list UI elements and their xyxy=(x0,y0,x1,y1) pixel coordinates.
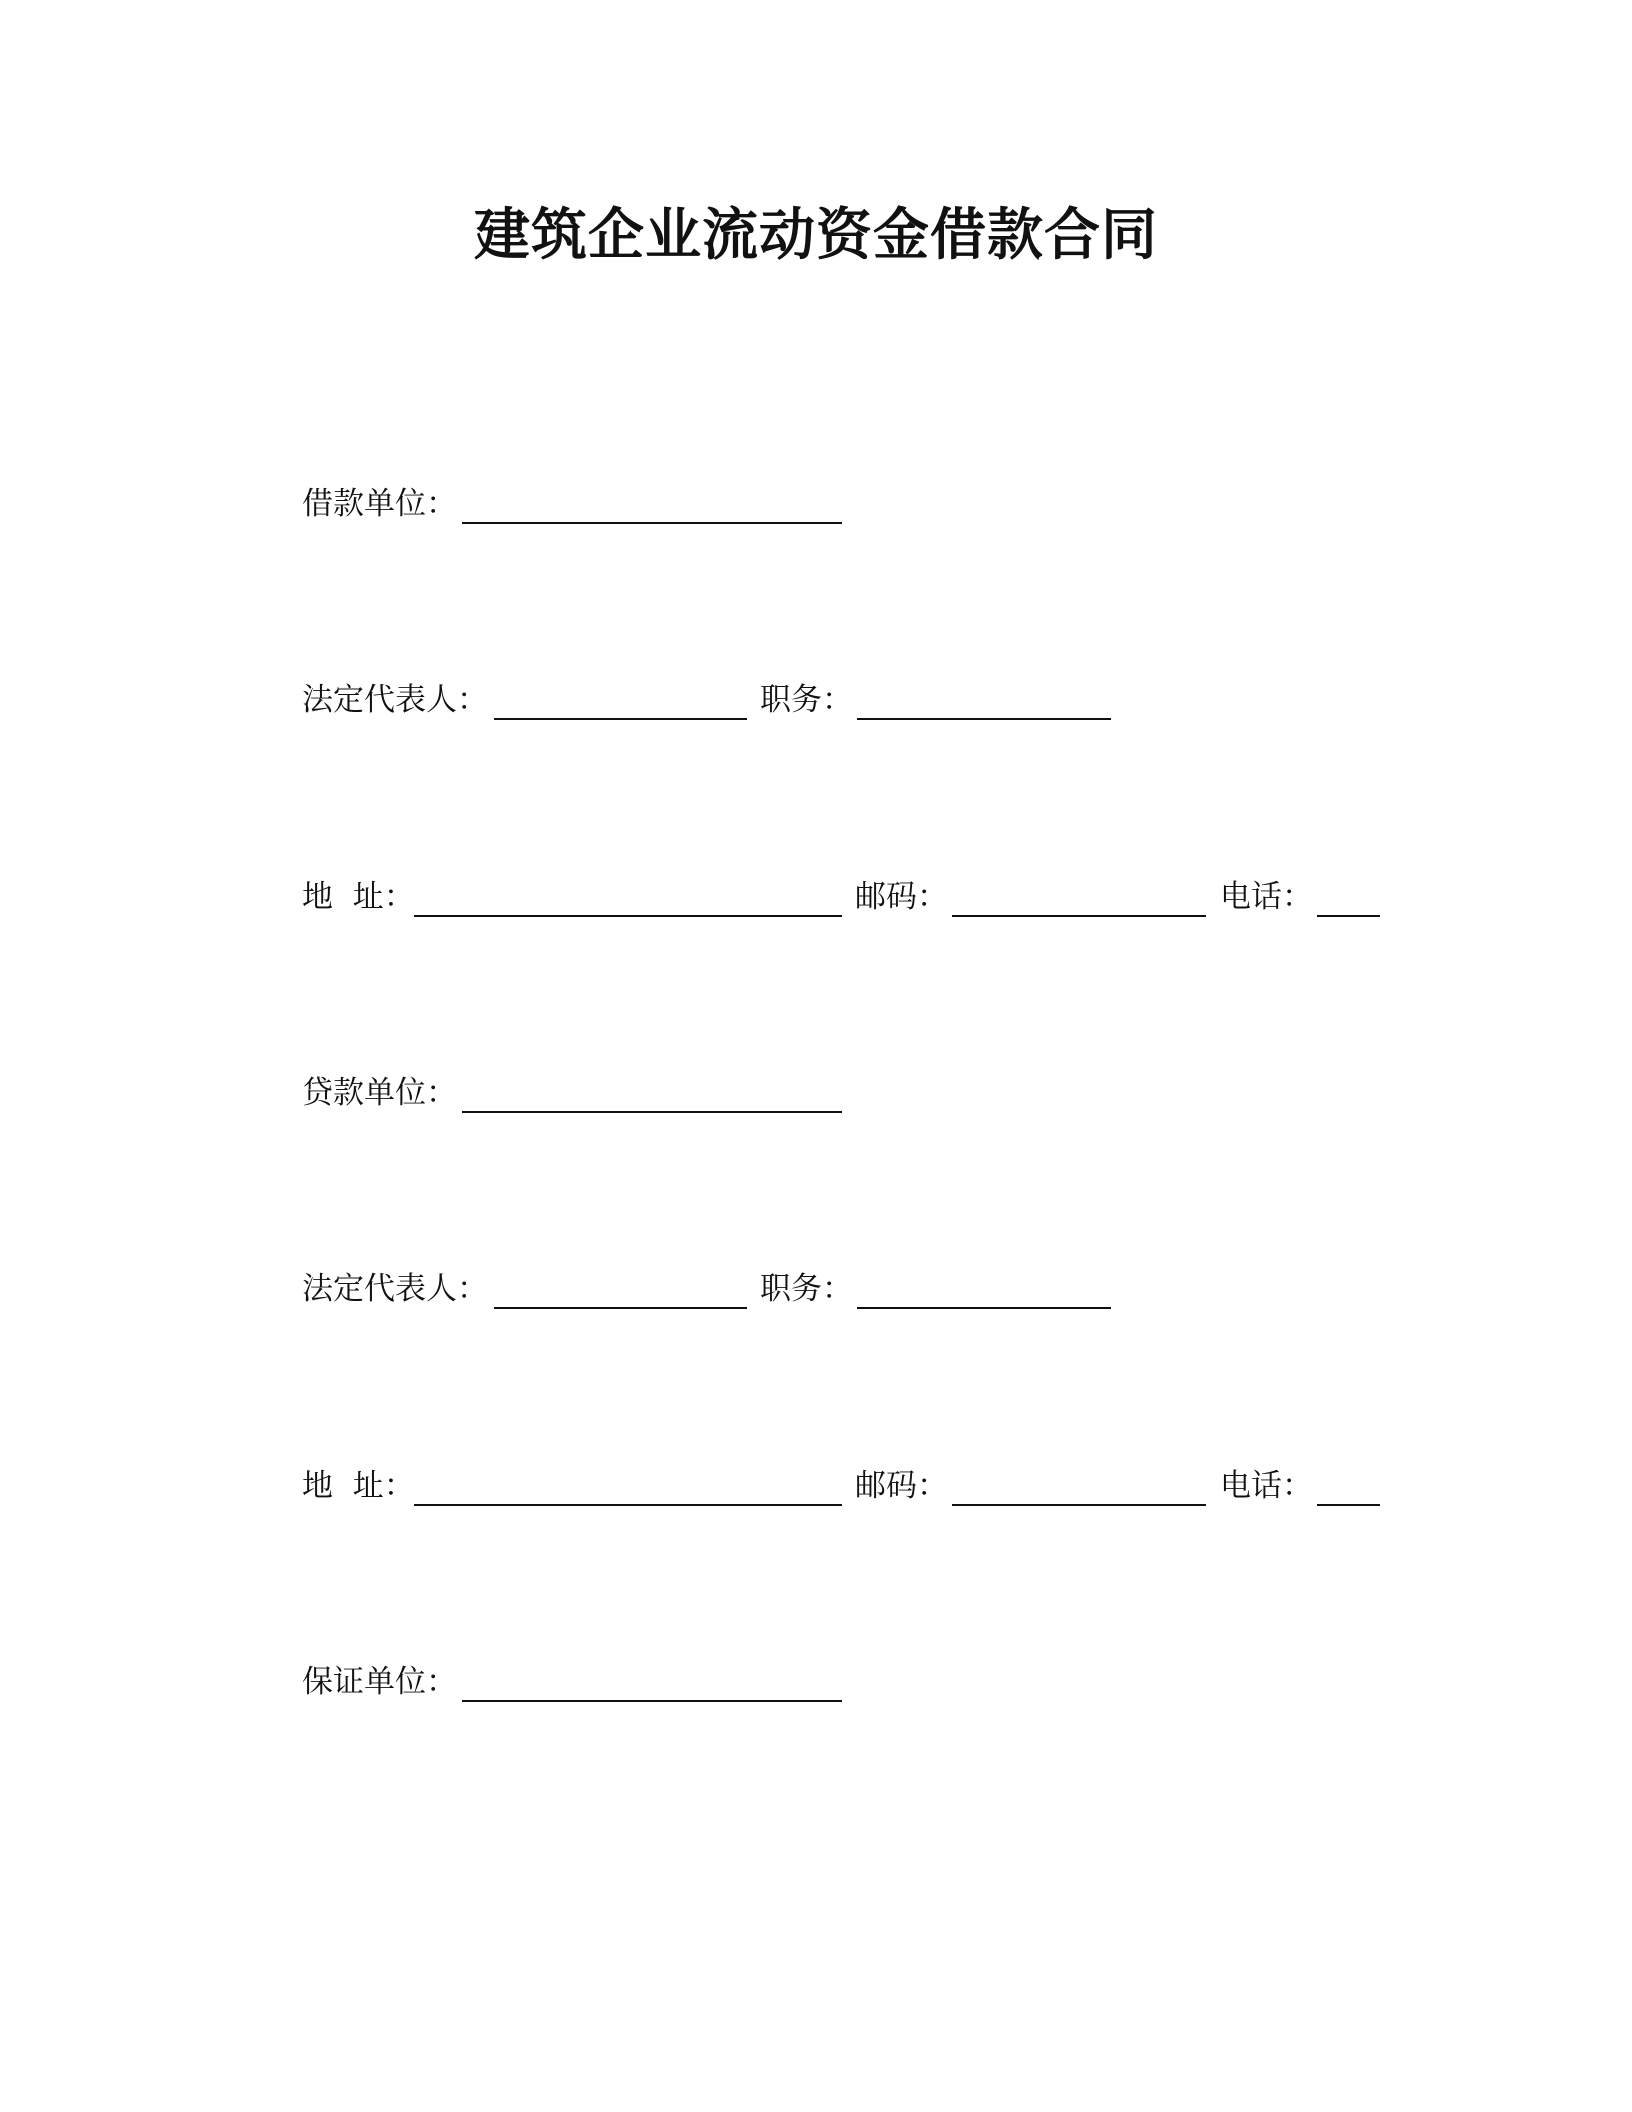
lender-address-row xyxy=(302,1462,1402,1510)
guarantor-unit-field[interactable] xyxy=(462,1700,842,1702)
borrower-phone-field[interactable] xyxy=(1317,915,1380,917)
lender-unit-label: 贷款单位： xyxy=(302,1075,457,1111)
lender-unit-field[interactable] xyxy=(462,1111,842,1113)
lender-phone-label: 电话： xyxy=(1220,1468,1313,1504)
lender-postcode-field[interactable] xyxy=(952,1504,1206,1506)
lender-address-label: 地 址： xyxy=(302,1468,415,1504)
document-title: 建筑企业流动资金借款合同 xyxy=(474,203,1158,268)
borrower-phone-label: 电话： xyxy=(1220,879,1313,915)
lender-postcode-label: 邮码： xyxy=(855,1468,948,1504)
borrower-rep-row xyxy=(302,676,1402,724)
lender-position-field[interactable] xyxy=(857,1307,1111,1309)
lender-address-field[interactable] xyxy=(414,1504,842,1506)
borrower-unit-field[interactable] xyxy=(462,522,842,524)
borrower-address-label: 地 址： xyxy=(302,879,415,915)
guarantor-unit-row xyxy=(302,1658,1402,1706)
lender-rep-label: 法定代表人： xyxy=(302,1271,488,1307)
guarantor-unit-label: 保证单位： xyxy=(302,1664,457,1700)
lender-rep-field[interactable] xyxy=(494,1307,747,1309)
borrower-unit-label: 借款单位： xyxy=(302,486,457,522)
borrower-rep-field[interactable] xyxy=(494,718,747,720)
borrower-postcode-field[interactable] xyxy=(952,915,1206,917)
borrower-address-row xyxy=(302,873,1402,921)
borrower-position-field[interactable] xyxy=(857,718,1111,720)
borrower-rep-label: 法定代表人： xyxy=(302,682,488,718)
borrower-postcode-label: 邮码： xyxy=(855,879,948,915)
lender-phone-field[interactable] xyxy=(1317,1504,1380,1506)
borrower-address-field[interactable] xyxy=(414,915,842,917)
lender-unit-row xyxy=(302,1069,1402,1117)
lender-rep-row xyxy=(302,1265,1402,1313)
lender-position-label: 职务： xyxy=(760,1271,853,1307)
borrower-unit-row xyxy=(302,480,1402,528)
borrower-position-label: 职务： xyxy=(760,682,853,718)
